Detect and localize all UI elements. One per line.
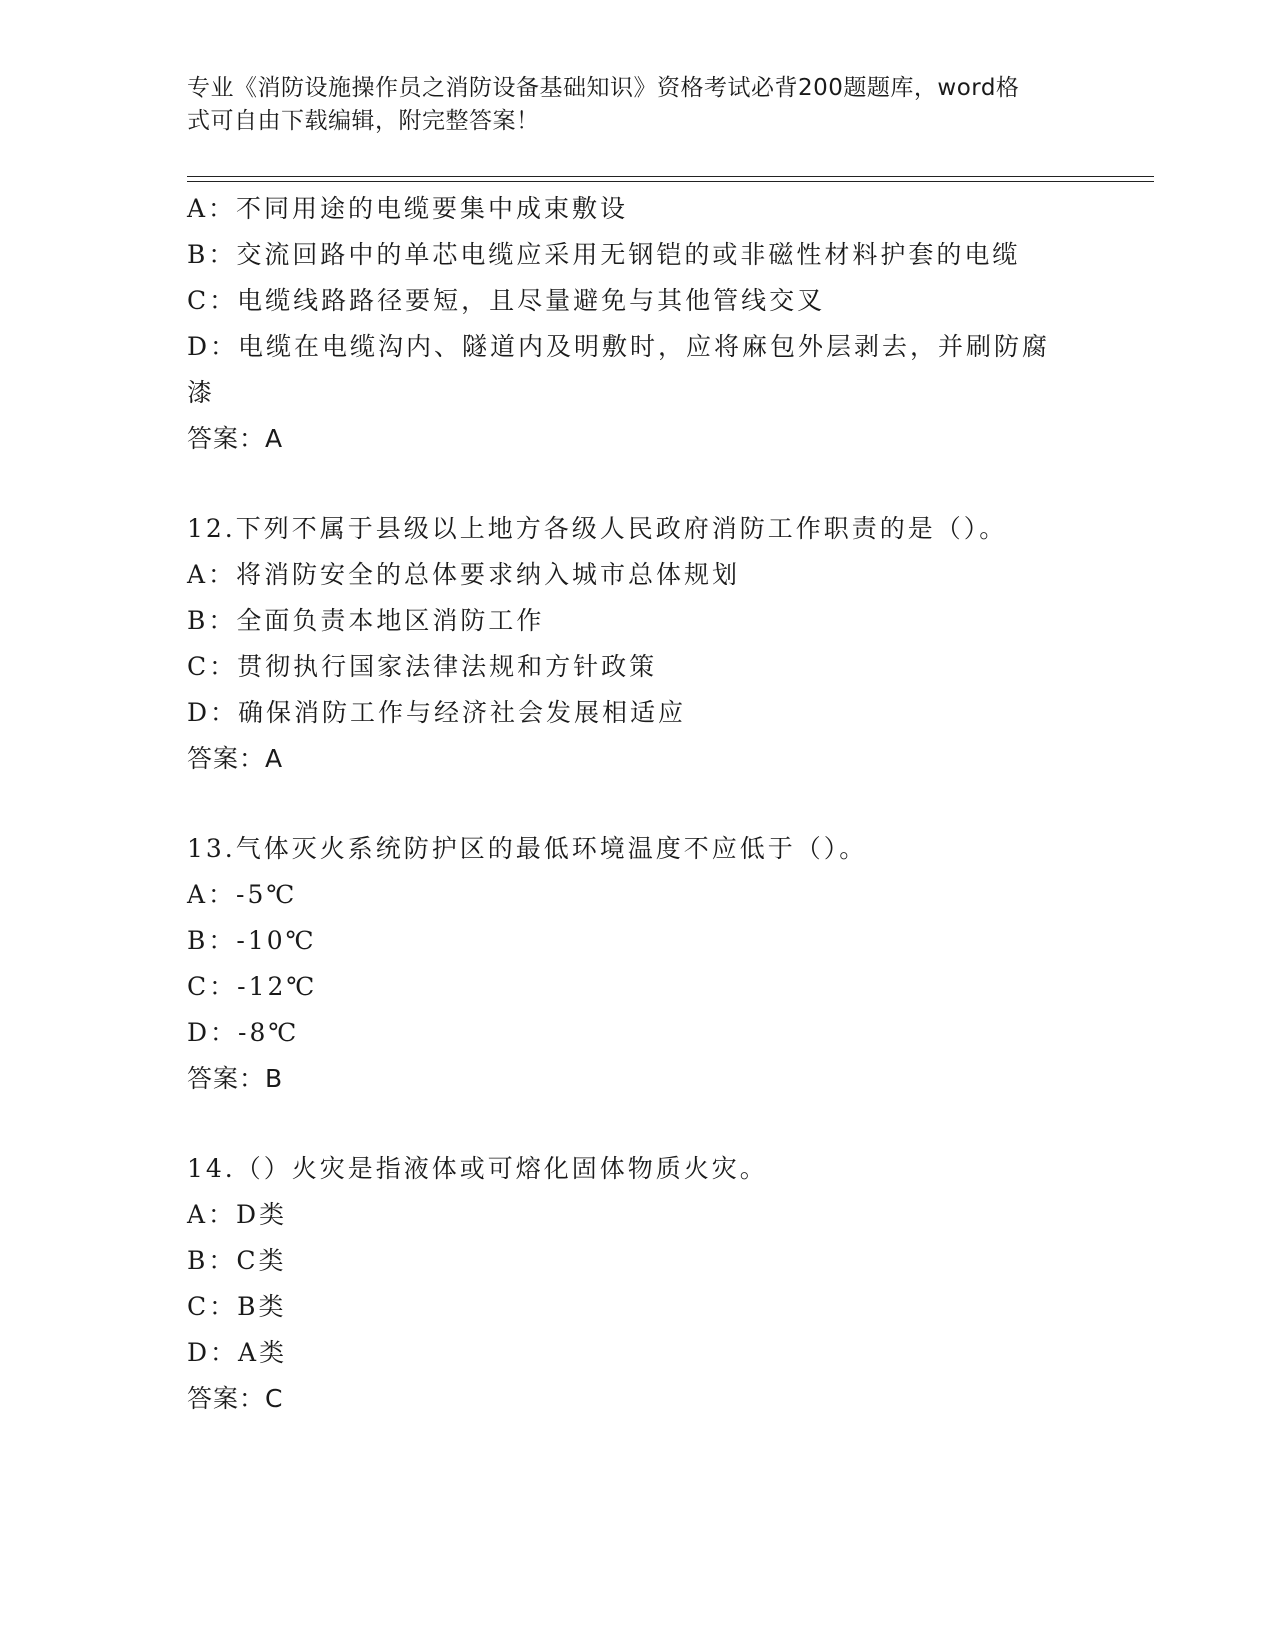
q13-option-b: B：-10℃ bbox=[187, 926, 317, 955]
question-12-block bbox=[187, 506, 1087, 782]
header-line-2: 式可自由下载编辑，附完整答案！ bbox=[187, 108, 540, 134]
q14-option-b: B：C类 bbox=[187, 1246, 287, 1275]
q14-option-d: D：A类 bbox=[187, 1338, 288, 1367]
q12-option-c: C：贯彻执行国家法律法规和方针政策 bbox=[187, 652, 658, 681]
q11-option-c: C：电缆线路路径要短，且尽量避免与其他管线交叉 bbox=[187, 286, 826, 315]
q13-option-a: A：-5℃ bbox=[187, 880, 298, 909]
q11-option-d-continued: 漆 bbox=[187, 378, 216, 407]
q12-option-b: B：全面负责本地区消防工作 bbox=[187, 606, 545, 635]
q13-option-c: C：-12℃ bbox=[187, 972, 318, 1001]
q12-option-a: A：将消防安全的总体要求纳入城市总体规划 bbox=[187, 560, 741, 589]
q14-question: 14.（）火灾是指液体或可熔化固体物质火灾。 bbox=[187, 1154, 768, 1183]
q14-answer: 答案：C bbox=[187, 1384, 284, 1413]
q14-option-a: A：D类 bbox=[187, 1200, 288, 1229]
q13-question: 13.气体灭火系统防护区的最低环境温度不应低于（）。 bbox=[187, 834, 868, 863]
q12-option-d: D：确保消防工作与经济社会发展相适应 bbox=[187, 698, 687, 727]
q11-option-d: D：电缆在电缆沟内、隧道内及明敷时，应将麻包外层剥去，并刷防腐 bbox=[187, 332, 1051, 361]
q14-option-c: C：B类 bbox=[187, 1292, 287, 1321]
header-line-1: 专业《消防设施操作员之消防设备基础知识》资格考试必背200题题库，word格 bbox=[187, 75, 1020, 101]
q12-answer: 答案：A bbox=[187, 744, 284, 773]
question-list bbox=[187, 186, 1087, 1422]
q13-option-d: D：-8℃ bbox=[187, 1018, 300, 1047]
question-14-block bbox=[187, 1146, 1087, 1422]
q11-answer: 答案：A bbox=[187, 424, 284, 453]
q11-option-a: A：不同用途的电缆要集中成束敷设 bbox=[187, 194, 629, 223]
question-11-block bbox=[187, 186, 1087, 462]
q13-answer: 答案：B bbox=[187, 1064, 284, 1093]
header-divider-bottom bbox=[187, 181, 1154, 182]
document-header bbox=[187, 72, 1087, 138]
q12-question: 12.下列不属于县级以上地方各级人民政府消防工作职责的是（）。 bbox=[187, 514, 1008, 543]
header-divider-top bbox=[187, 176, 1154, 177]
question-13-block bbox=[187, 826, 1087, 1102]
q11-option-b: B：交流回路中的单芯电缆应采用无钢铠的或非磁性材料护套的电缆 bbox=[187, 240, 1021, 269]
